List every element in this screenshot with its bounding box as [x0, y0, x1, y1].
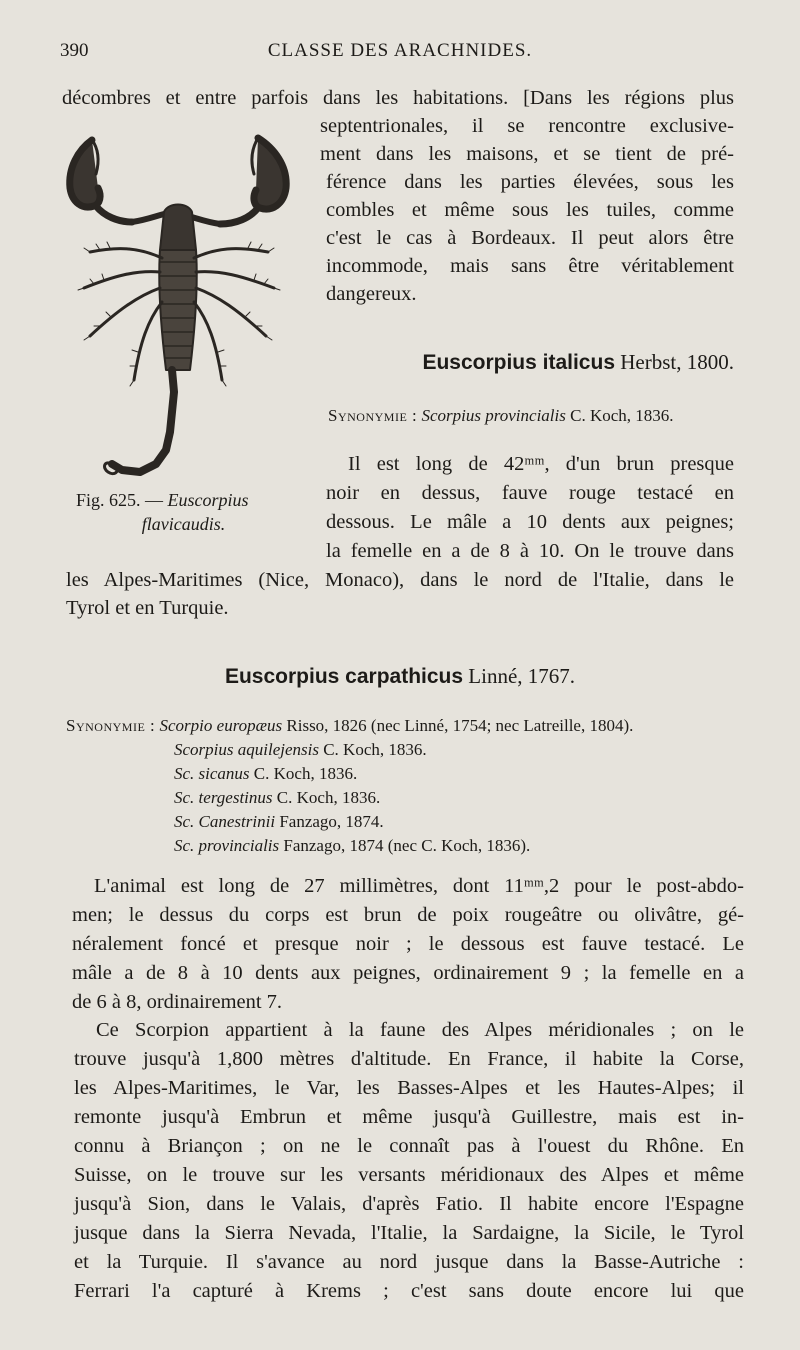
synonym-name: Sc. provincialis	[174, 836, 280, 855]
species2-synonym-line	[174, 786, 380, 810]
species2-author: Linné, 1767.	[468, 664, 576, 688]
synonym-author: Risso, 1826 (nec Linné, 1754; nec Latreille, 1804).	[286, 716, 634, 735]
species2-para2-line: et la Turquie. Il s'avance au nord jusque dans la Basse-Autriche :	[74, 1251, 744, 1273]
species2-para2-line: trouve jusqu'à 1,800 mètres d'altitude. En France, il habite la Corse,	[74, 1048, 744, 1070]
synonymy-label: Synonymie :	[328, 406, 418, 425]
species2-heading	[66, 662, 734, 691]
synonym-author: Fanzago, 1874 (nec C. Koch, 1836).	[283, 836, 531, 855]
species2-synonym-line	[174, 810, 384, 834]
synonym-name: Sc. Canestrinii	[174, 812, 276, 831]
synonym-author: C. Koch, 1836.	[323, 740, 427, 759]
species2-para1-line: men; le dessus du corps est brun de poix rougeâtre ou olivâtre, gé-	[72, 904, 744, 926]
species2-para2-line: jusqu'à Sion, dans le Valais, d'après Fatio. Il habite encore l'Espagne	[74, 1193, 744, 1215]
intro-line: c'est le cas à Bordeaux. Il peut alors être	[326, 227, 734, 249]
synonym-author: C. Koch, 1836.	[253, 764, 358, 783]
species2-synonym-line	[66, 714, 633, 738]
species2-para2-line: remonte jusqu'à Embrun et même jusqu'à Guillestre, mais est in-	[74, 1106, 744, 1128]
scorpion-figure	[60, 130, 300, 490]
species2-para2-line: les Alpes-Maritimes, le Var, les Basses-Alpes et les Hautes-Alpes; il	[74, 1077, 744, 1099]
synonym-author: C. Koch, 1836.	[570, 406, 674, 425]
species2-para2-line: jusque dans la Sierra Nevada, l'Italie, la Sardaigne, la Sicile, le Tyrol	[74, 1222, 744, 1244]
caption-fig-number: Fig. 625. —	[76, 490, 164, 510]
species1-desc-line: dessous. Le mâle a 10 dents aux peignes;	[326, 511, 734, 533]
synonym-name: Scorpius aquilejensis	[174, 740, 319, 759]
intro-line: dangereux.	[326, 283, 417, 305]
synonym-author: C. Koch, 1836.	[276, 788, 381, 807]
page-number: 390	[60, 40, 89, 61]
species1-author: Herbst, 1800.	[620, 350, 734, 374]
synonym-name: Sc. sicanus	[174, 764, 250, 783]
species1-desc-line: la femelle en a de 8 à 10. On le trouve dans	[326, 540, 734, 562]
figure-caption	[76, 488, 291, 536]
caption-genus: Euscorpius	[167, 490, 249, 510]
species1-desc-line: Il est long de 42ᵐᵐ, d'un brun presque	[348, 453, 734, 475]
synonym-name: Sc. tergestinus	[174, 788, 273, 807]
species1-desc-line: Tyrol et en Turquie.	[66, 597, 229, 619]
synonym-name: Scorpius provincialis	[421, 406, 566, 425]
species1-heading	[326, 348, 734, 377]
species2-para2-line: Ce Scorpion appartient à la faune des Alpes méridionales ; on le	[96, 1019, 744, 1041]
intro-line: combles et même sous les tuiles, comme	[326, 199, 734, 221]
species1-desc-line: noir en dessus, fauve rouge testacé en	[326, 482, 734, 504]
intro-line: incommode, mais sans être véritablement	[326, 255, 734, 277]
species2-para1-line: néralement foncé et presque noir ; le dessous est fauve testacé. Le	[72, 933, 744, 955]
intro-line: septentrionales, il se rencontre exclusive-	[320, 115, 734, 137]
synonymy-label: Synonymie :	[66, 716, 156, 735]
species2-synonym-line	[174, 834, 530, 858]
species2-para1-line: mâle a de 8 à 10 dents aux peignes, ordinairement 9 ; la femelle en a	[72, 962, 744, 984]
species2-name: Euscorpius carpathicus	[224, 665, 464, 688]
species1-desc-line: les Alpes-Maritimes (Nice, Monaco), dans le nord de l'Italie, dans le	[66, 569, 734, 591]
species1-synonymy	[328, 404, 734, 428]
synonym-author: Fanzago, 1874.	[279, 812, 384, 831]
intro-line: férence dans les parties élevées, sous les	[326, 171, 734, 193]
species1-name: Euscorpius italicus	[422, 351, 615, 374]
page-header	[60, 40, 740, 70]
species2-para2-line: Ferrari l'a capturé à Krems ; c'est sans doute encore lui que	[74, 1280, 744, 1302]
species2-synonym-line	[174, 762, 357, 786]
scorpion-illustration-icon	[60, 130, 300, 490]
species2-synonym-line	[174, 738, 427, 762]
caption-species: flavicaudis.	[141, 514, 226, 534]
species2-para2-line: Suisse, on le trouve sur les versants méridionaux des Alpes et même	[74, 1164, 744, 1186]
intro-line: décombres et entre parfois dans les habitations. [Dans les régions plus	[62, 87, 734, 109]
running-title: CLASSE DES ARACHNIDES.	[267, 40, 533, 61]
species2-para1-line: L'animal est long de 27 millimètres, dont 11ᵐᵐ,2 pour le post-abdo-	[94, 875, 744, 897]
synonym-name: Scorpio europæus	[159, 716, 283, 735]
species2-para1-line: de 6 à 8, ordinairement 7.	[72, 991, 283, 1013]
species2-para2-line: connu à Briançon ; on ne le connaît pas à l'ouest du Rhône. En	[74, 1135, 744, 1157]
intro-line: ment dans les maisons, et se tient de pré-	[320, 143, 734, 165]
